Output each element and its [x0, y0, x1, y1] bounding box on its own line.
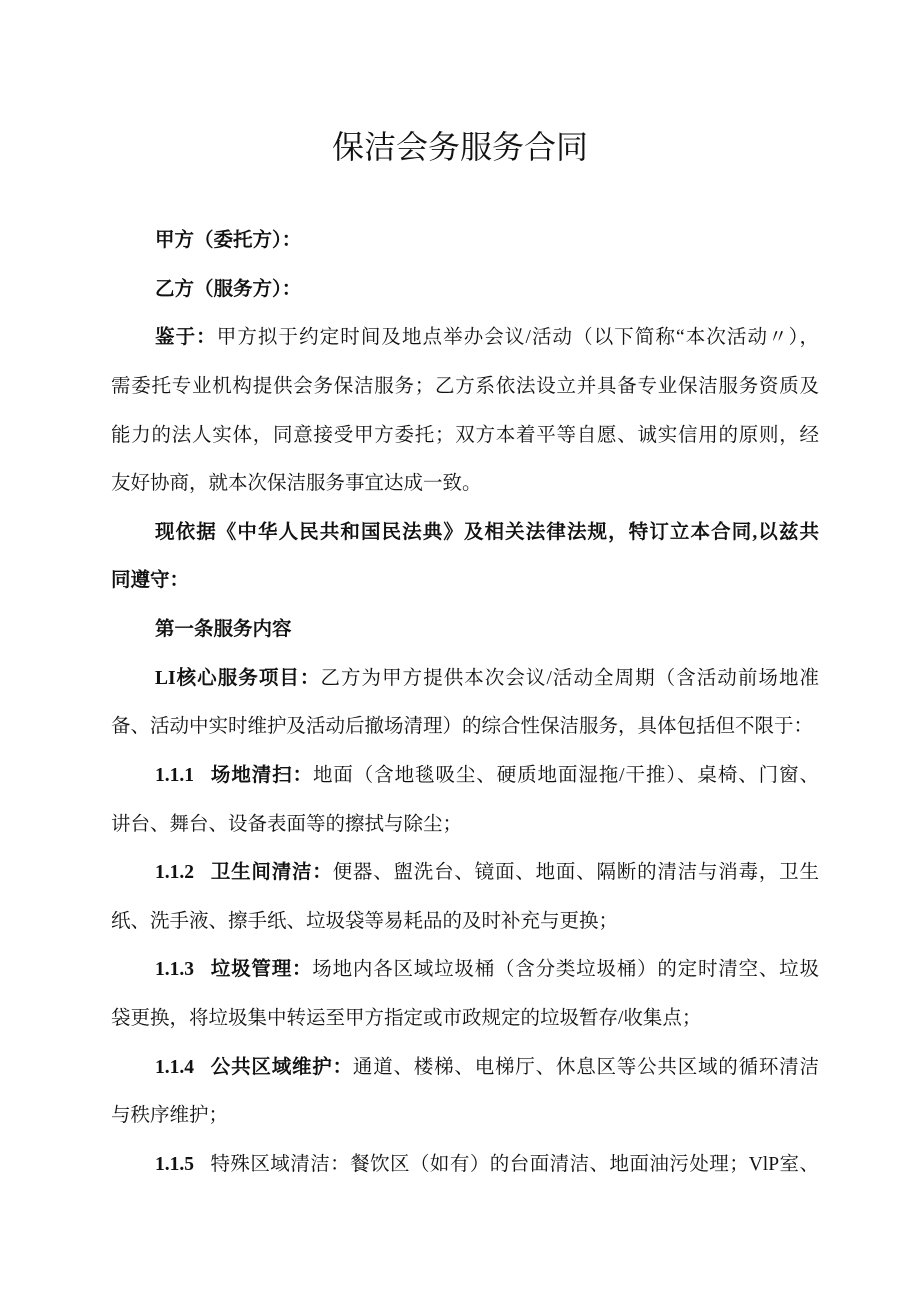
service-item-line: [111, 946, 819, 995]
service-item-line: [111, 898, 819, 947]
service-item-line: [111, 1141, 819, 1190]
legal-basis-line: [111, 557, 819, 606]
service-item-label: 卫生间清洁：: [210, 862, 333, 884]
service-item-text: 场地内各区域垃圾桶（含分类垃圾桶）的定时清空、垃圾: [312, 959, 819, 981]
core-service-label: LI核心服务项目：: [155, 667, 321, 689]
recital-text: 能力的法人实体，同意接受甲方委托；双方本着平等自愿、诚实信用的原则，经: [111, 424, 819, 446]
core-service-line: [111, 655, 819, 704]
core-service-text: 备、活动中实时维护及活动后撤场清理）的综合性保洁服务，具体包括但不限于：: [111, 716, 814, 738]
legal-basis-line: [111, 509, 819, 558]
service-item-line: [111, 801, 819, 850]
contract-title: 保洁会务服务合同: [331, 128, 588, 166]
service-item-label: 场地清扫：: [210, 764, 313, 786]
service-item-number: 1.1.4: [155, 1056, 194, 1078]
article-1-heading: 第一条服务内容: [155, 619, 292, 640]
service-item-text: 纸、洗手液、擦手纸、垃圾袋等易耗品的及时补充与更换；: [111, 910, 619, 932]
service-item-line: [111, 1044, 819, 1093]
service-item-text: 与秩序维护；: [111, 1105, 229, 1127]
party-b-label: 乙方（服务方）：: [155, 278, 302, 300]
recital-text: 友好协商，就本次保洁服务事宜达成一致。: [111, 473, 482, 495]
service-item-line: [111, 752, 819, 801]
article-heading: [111, 606, 819, 655]
party-a-label: 甲方（委托方）：: [155, 230, 302, 251]
party-a-line: [111, 217, 819, 266]
service-item-label: 公共区域维护：: [210, 1056, 353, 1078]
service-item-line: [111, 849, 819, 898]
recital-label: 鉴于：: [155, 327, 217, 349]
service-item-text: 通道、楼梯、电梯厅、休息区等公共区域的循环清洁: [352, 1056, 819, 1078]
service-item-text: 地面（含地毯吸尘、硬质地面湿拖/干推）、桌椅、门窗、: [312, 764, 819, 786]
legal-basis-text: 现依据《中华人民共和国民法典》及相关法律法规，特订立本合同,以兹共: [155, 521, 819, 543]
recital-text: 需委托专业机构提供会务保洁服务；乙方系依法设立并具备专业保洁服务资质及: [111, 375, 819, 397]
recital-line: [111, 363, 819, 412]
contract-body: [111, 217, 819, 1190]
party-b-line: [111, 266, 819, 315]
service-item-label: 垃圾管理：: [210, 959, 313, 981]
service-item-number: 1.1.5: [155, 1153, 194, 1175]
service-item-line: [111, 1092, 819, 1141]
service-item-text: 袋更换，将垃圾集中转运至甲方指定或市政规定的垃圾暂存/收集点；: [111, 1008, 702, 1029]
core-service-line: [111, 703, 819, 752]
service-item-number: 1.1.1: [155, 764, 194, 786]
recital-line: [111, 460, 819, 509]
service-item-text: 讲台、舞台、设备表面等的擦拭与除尘；: [111, 813, 463, 835]
service-item-line: [111, 995, 819, 1044]
service-item-label: 特殊区域清洁：: [210, 1153, 351, 1175]
recital-line: [111, 412, 819, 461]
service-item-text: 餐饮区（如有）的台面清洁、地面油污处理；VlP室、: [350, 1153, 819, 1175]
core-service-text: 乙方为甲方提供本次会议/活动全周期（含活动前场地准: [320, 667, 819, 689]
recital-text: 甲方拟于约定时间及地点举办会议/活动（以下简称“本次活动〃），: [216, 327, 819, 349]
service-item-text: 便器、盥洗台、镜面、地面、隔断的清洁与消毒，卫生: [332, 862, 819, 884]
service-item-number: 1.1.2: [155, 862, 194, 884]
recital-line: [111, 314, 819, 363]
legal-basis-text: 同遵守：: [111, 570, 190, 592]
service-item-number: 1.1.3: [155, 959, 194, 981]
